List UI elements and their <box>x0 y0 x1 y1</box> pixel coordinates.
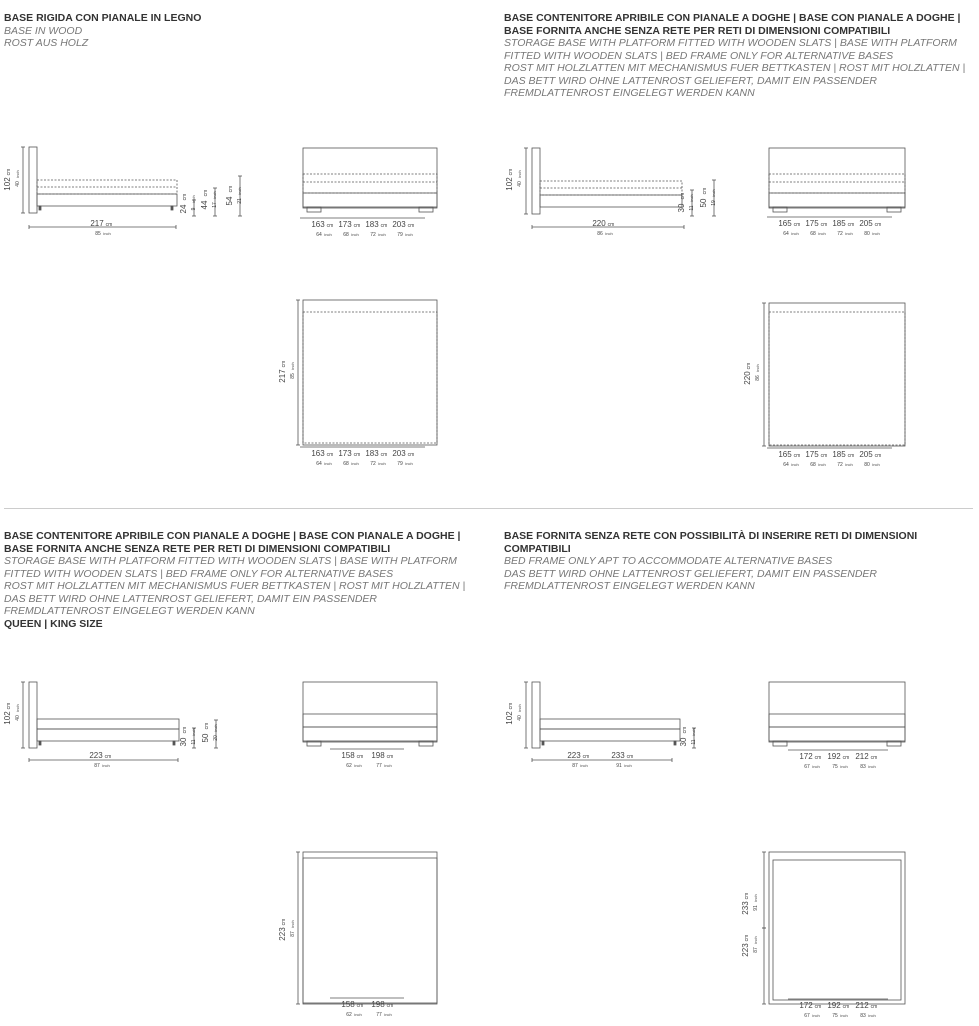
q4-plan-inner <box>773 860 901 1000</box>
q4-front-width-1-inch-unit: inch <box>840 764 848 769</box>
q3-length-cm-value: 223 <box>89 751 103 760</box>
q4-length-1-cm-unit: cm <box>626 754 634 760</box>
q4-side-mattress <box>540 719 680 729</box>
q4-length-1-inch-value: 91 <box>616 763 622 769</box>
q3-plan-length-cm-unit: cm <box>281 918 287 926</box>
q4-front-width-2-cm-value: 212 <box>855 752 869 761</box>
q1-plan-width-3-cm-unit: cm <box>407 452 415 458</box>
q1-length-inch-value: 85 <box>95 231 101 237</box>
q3-plan-width-0-cm-unit: cm <box>356 1003 364 1009</box>
q2-length-inch-value: 86 <box>597 231 603 237</box>
q3-length-inch-value: 87 <box>94 763 100 769</box>
q1-plan-width-0-cm-value: 163 <box>311 449 325 458</box>
q2-side-height-inch-value: 40 <box>517 181 523 187</box>
q3-front-width-0-inch-value: 62 <box>346 763 352 769</box>
q4-side-base <box>540 729 680 741</box>
q4-front-width-2-inch-value: 83 <box>860 764 866 770</box>
q4-length-0-inch-unit: inch <box>580 763 588 768</box>
q1-length-cm-value: 217 <box>90 219 104 228</box>
q2-plan-width-1-inch-unit: inch <box>818 462 826 467</box>
q1-length-cm-unit: cm <box>105 222 113 228</box>
q1-h2-inch-unit: inch <box>237 187 242 195</box>
q2-plan-width-0-inch-unit: inch <box>791 462 799 467</box>
section-desc-line: DAS BETT WIRD OHNE LATTENROST GELIEFERT, DAMIT EIN PASSENDER <box>4 592 378 605</box>
q2-plan-width-1-inch-value: 68 <box>810 462 816 468</box>
q2-h0-inch-value: 11 <box>689 205 695 211</box>
q4-plan-length-1-inch-value: 87 <box>753 947 759 953</box>
q1-front-width-3-cm-unit: cm <box>407 223 415 229</box>
q2-h0-cm-unit: cm <box>680 192 686 200</box>
q4-front-width-0-cm-value: 172 <box>799 752 813 761</box>
section-title-line: BASE FORNITA ANCHE SENZA RETE PER RETI DI DIMENSIONI COMPATIBILI <box>4 542 391 555</box>
q2-plan-width-3-inch-unit: inch <box>872 462 880 467</box>
q3-plan-length-cm-value: 223 <box>278 927 287 941</box>
q1-plan-width-0-inch-unit: inch <box>324 461 332 466</box>
section-desc-line: FREMDLATTENROST EINGELEGT WERDEN KANN <box>504 87 755 99</box>
q1-plan-width-2-cm-unit: cm <box>380 452 388 458</box>
q2-front-width-3-inch-unit: inch <box>872 231 880 236</box>
q3-plan-width-1-inch-unit: inch <box>384 1012 392 1017</box>
q4-length-0-inch-value: 87 <box>572 763 578 769</box>
q4-plan-width-1-inch-unit: inch <box>840 1013 848 1018</box>
q1-side-height-cm-value: 102 <box>3 177 12 191</box>
q1-h1-inch-unit: inch <box>212 191 217 199</box>
q2-front-width-1-inch-value: 68 <box>810 231 816 237</box>
q1-side-height-inch-value: 40 <box>15 181 21 187</box>
q2-front-width-3-inch-value: 80 <box>864 231 870 237</box>
q4-length-0-cm-unit: cm <box>582 754 590 760</box>
section-desc-line: FREMDLATTENROST EINGELEGT WERDEN KANN <box>4 605 255 617</box>
q1-front-width-0-inch-value: 64 <box>316 232 322 238</box>
q1-h0-cm-unit: cm <box>182 193 188 201</box>
q1-plan-width-2-inch-value: 72 <box>370 461 376 467</box>
q3-front-width-0-cm-unit: cm <box>356 754 364 760</box>
q4-front-width-2-cm-unit: cm <box>870 755 878 761</box>
q2-plan-width-2-inch-unit: inch <box>845 462 853 467</box>
q2-plan-width-0-cm-unit: cm <box>793 453 801 459</box>
q2-plan-width-3-cm-unit: cm <box>874 453 882 459</box>
q2-h0-cm-value: 30 <box>677 203 686 213</box>
q3-length-inch-unit: inch <box>102 763 110 768</box>
q4-length-0-cm-value: 223 <box>567 751 581 760</box>
q1-front-mattress-outline <box>303 174 437 193</box>
q2-front-width-2-inch-unit: inch <box>845 231 853 236</box>
q4-h0-cm-value: 30 <box>679 737 688 747</box>
q1-front-width-2-inch-unit: inch <box>378 232 386 237</box>
q4-plan-width-1-inch-value: 75 <box>832 1013 838 1019</box>
section-title: BASE RIGIDA CON PIANALE IN LEGNO <box>4 12 202 24</box>
q1-side-height-cm-unit: cm <box>6 168 12 176</box>
q3-side-headboard <box>29 682 37 748</box>
q4-side-headboard <box>532 682 540 748</box>
q2-plan-width-3-inch-value: 80 <box>864 462 870 468</box>
q2-plan-width-2-cm-unit: cm <box>847 453 855 459</box>
q3-h1-cm-unit: cm <box>204 722 210 730</box>
q2-side-base <box>540 195 682 207</box>
q2-plan-width-0-cm-value: 165 <box>778 450 792 459</box>
q1-side-base <box>37 194 177 206</box>
q4-plan-width-0-cm-value: 172 <box>799 1001 813 1010</box>
q4-plan-width-2-inch-value: 83 <box>860 1013 866 1019</box>
q1-front-width-0-inch-unit: inch <box>324 232 332 237</box>
q4-plan <box>769 852 905 1004</box>
section-desc-line: ROST MIT HOLZLATTEN MIT MECHANISMUS FUER BETTKASTEN | ROST MIT HOLZLATTEN | <box>4 580 466 592</box>
section-title-line: BASE CONTENITORE APRIBILE CON PIANALE A DOGHE | BASE CON PIANALE A DOGHE | <box>4 530 461 542</box>
q1-plan-width-0-cm-unit: cm <box>326 452 334 458</box>
q3-side-height-cm-value: 102 <box>3 711 12 725</box>
q4-front-width-1-inch-value: 75 <box>832 764 838 770</box>
q4-plan-width-1-cm-value: 192 <box>827 1001 841 1010</box>
q4-front-width-0-inch-unit: inch <box>812 764 820 769</box>
q1-h0-cm-value: 24 <box>179 204 188 214</box>
q2-side-height-cm-unit: cm <box>508 168 514 176</box>
q3-front-headboard <box>303 682 437 742</box>
q2-plan-width-2-cm-value: 185 <box>832 450 846 459</box>
q3-h1-inch-value: 20 <box>213 735 219 741</box>
q3-front-mattress <box>303 714 437 727</box>
q2-side-height-cm-value: 102 <box>505 177 514 191</box>
q3-side-height-inch-value: 40 <box>15 715 21 721</box>
q1-plan <box>303 300 437 445</box>
q4-plan-length-1-inch-unit: inch <box>753 936 758 944</box>
section-desc-line: FITTED WITH WOODEN SLATS | BED FRAME ONLY FOR ALTERNATIVE BASES <box>4 567 394 580</box>
q2-front-width-0-inch-unit: inch <box>791 231 799 236</box>
q3-plan-width-0-inch-unit: inch <box>354 1012 362 1017</box>
q1-plan-length-cm-unit: cm <box>281 360 287 368</box>
q1-h2-inch-value: 21 <box>237 198 243 204</box>
section-desc-line: DAS BETT WIRD OHNE LATTENROST GELIEFERT, DAMIT EIN PASSENDER <box>504 567 878 580</box>
q3-side-base <box>37 729 179 741</box>
q1-front-width-3-inch-unit: inch <box>405 232 413 237</box>
q1-front-width-3-cm-value: 203 <box>392 220 406 229</box>
q4-plan-width-2-cm-unit: cm <box>870 1004 878 1010</box>
q4-plan-length-0-inch-unit: inch <box>753 894 758 902</box>
q4-length-1-inch-unit: inch <box>624 763 632 768</box>
q2-plan-width-0-inch-value: 64 <box>783 462 789 468</box>
q1-plan-width-0-inch-value: 64 <box>316 461 322 467</box>
q4-plan-width-1-cm-unit: cm <box>842 1004 850 1010</box>
q1-h1-cm-unit: cm <box>203 189 209 197</box>
q2-front-width-1-inch-unit: inch <box>818 231 826 236</box>
q1-front-width-1-cm-unit: cm <box>353 223 361 229</box>
q4-front-width-1-cm-value: 192 <box>827 752 841 761</box>
q3-plan-width-1-inch-value: 77 <box>376 1012 382 1018</box>
q4-plan-width-2-inch-unit: inch <box>868 1013 876 1018</box>
q3-plan-length-inch-unit: inch <box>290 920 295 928</box>
q4-plan-length-1-cm-value: 223 <box>741 943 750 957</box>
q4-plan-length-0-cm-unit: cm <box>744 892 750 900</box>
q2-front-width-0-inch-value: 64 <box>783 231 789 237</box>
q2-front-width-1-cm-value: 175 <box>805 219 819 228</box>
q3-plan-width-1-cm-value: 198 <box>371 1000 385 1009</box>
q4-h0-inch-unit: inch <box>691 728 696 736</box>
q4-side-leg <box>674 741 676 745</box>
q1-side-leg <box>171 206 173 210</box>
size-label: QUEEN | KING SIZE <box>4 617 103 630</box>
q2-h1-inch-unit: inch <box>711 189 716 197</box>
section-desc-line: BASE IN WOOD <box>4 24 83 37</box>
q2-plan-length-inch-value: 86 <box>755 375 761 381</box>
q4-front-headboard <box>769 682 905 742</box>
q1-h1-inch-value: 17 <box>212 202 218 208</box>
q2-plan-width-1-cm-value: 175 <box>805 450 819 459</box>
q2-plan <box>769 303 905 446</box>
q2-plan-width-2-inch-value: 72 <box>837 462 843 468</box>
q3-plan-mattress <box>303 858 437 1003</box>
q1-plan-length-inch-value: 85 <box>290 373 296 379</box>
q3-front-width-1-cm-value: 198 <box>371 751 385 760</box>
q2-front-width-2-inch-value: 72 <box>837 231 843 237</box>
q1-plan-width-3-inch-value: 79 <box>397 461 403 467</box>
q2-length-cm-unit: cm <box>607 222 615 228</box>
q2-front-width-0-cm-value: 165 <box>778 219 792 228</box>
q4-plan-width-0-inch-unit: inch <box>812 1013 820 1018</box>
section-desc-line: ROST MIT HOLZLATTEN MIT MECHANISMUS FUER BETTKASTEN | ROST MIT HOLZLATTEN | <box>504 62 966 74</box>
q2-plan-length-cm-value: 220 <box>743 371 752 385</box>
q2-h1-inch-value: 19 <box>711 200 717 206</box>
q3-h0-cm-value: 30 <box>179 737 188 747</box>
q1-front-width-1-cm-value: 173 <box>338 220 352 229</box>
q2-h1-cm-unit: cm <box>702 187 708 195</box>
q2-front-base <box>769 193 905 207</box>
q3-front-width-1-cm-unit: cm <box>386 754 394 760</box>
q2-plan-length-inch-unit: inch <box>755 364 760 372</box>
q2-plan-mattress <box>769 312 905 445</box>
q1-plan-width-3-cm-value: 203 <box>392 449 406 458</box>
q2-front-width-0-cm-unit: cm <box>793 222 801 228</box>
q1-plan-width-3-inch-unit: inch <box>405 461 413 466</box>
q1-h0-inch-unit: inch <box>191 195 196 203</box>
q3-h0-inch-unit: inch <box>191 728 196 736</box>
q4-front-width-0-inch-value: 67 <box>804 764 810 770</box>
section-title-line: BASE FORNITA ANCHE SENZA RETE PER RETI DI DIMENSIONI COMPATIBILI <box>504 24 891 37</box>
q3-side-leg <box>173 741 175 745</box>
q3-plan-width-1-cm-unit: cm <box>386 1003 394 1009</box>
q4-side-height-inch-unit: inch <box>517 704 522 712</box>
q2-front-mattress-outline <box>769 174 905 193</box>
q1-plan-length-cm-value: 217 <box>278 369 287 383</box>
q4-side-leg <box>542 741 544 745</box>
q2-front-width-1-cm-unit: cm <box>820 222 828 228</box>
q2-front-width-3-cm-unit: cm <box>874 222 882 228</box>
q2-side-headboard <box>532 148 540 214</box>
q4-h0-cm-unit: cm <box>682 726 688 734</box>
q4-length-1-cm-value: 233 <box>611 751 625 760</box>
q3-side-mattress <box>37 719 179 729</box>
q2-front-width-2-cm-value: 185 <box>832 219 846 228</box>
q1-h0-inch-value: 9 <box>191 207 197 211</box>
q1-plan-width-1-inch-unit: inch <box>351 461 359 466</box>
q2-front-width-3-cm-value: 205 <box>859 219 873 228</box>
q3-front-width-1-inch-value: 77 <box>376 763 382 769</box>
q3-plan-width-0-inch-value: 62 <box>346 1012 352 1018</box>
section-desc-line: STORAGE BASE WITH PLATFORM FITTED WITH WOODEN SLATS | BASE WITH PLATFORM <box>4 555 457 567</box>
q1-front-width-0-cm-value: 163 <box>311 220 325 229</box>
section-desc-line: STORAGE BASE WITH PLATFORM FITTED WITH WOODEN SLATS | BASE WITH PLATFORM <box>504 37 957 49</box>
q3-side-leg <box>39 741 41 745</box>
q3-front-width-0-inch-unit: inch <box>354 763 362 768</box>
q3-h0-cm-unit: cm <box>182 726 188 734</box>
q1-front-width-2-cm-value: 183 <box>365 220 379 229</box>
q3-plan-width-0-cm-value: 158 <box>341 1000 355 1009</box>
q1-side-height-inch-unit: inch <box>15 170 20 178</box>
q3-side-height-inch-unit: inch <box>15 704 20 712</box>
q4-side-height-cm-value: 102 <box>505 711 514 725</box>
section-desc-line: FITTED WITH WOODEN SLATS | BED FRAME ONLY FOR ALTERNATIVE BASES <box>504 49 894 62</box>
q4-plan-length-0-inch-value: 91 <box>753 905 759 911</box>
q1-h2-cm-value: 54 <box>225 196 234 206</box>
q3-front-width-0-cm-value: 158 <box>341 751 355 760</box>
q2-front-width-2-cm-unit: cm <box>847 222 855 228</box>
q1-front-width-2-cm-unit: cm <box>380 223 388 229</box>
q2-h0-inch-unit: inch <box>689 194 694 202</box>
q4-h0-inch-value: 11 <box>691 739 697 745</box>
q3-length-cm-unit: cm <box>104 754 112 760</box>
q1-front-headboard <box>303 148 437 208</box>
q4-front-base <box>769 727 905 741</box>
q2-h1-cm-value: 50 <box>699 198 708 208</box>
q4-plan-width-0-inch-value: 67 <box>804 1013 810 1019</box>
q2-front-headboard <box>769 148 905 208</box>
q3-front-width-1-inch-unit: inch <box>384 763 392 768</box>
section-title-line: COMPATIBILI <box>504 542 571 555</box>
q1-plan-mattress <box>303 312 437 443</box>
section-desc-line: ROST AUS HOLZ <box>4 37 89 49</box>
q1-front-width-1-inch-unit: inch <box>351 232 359 237</box>
q4-plan-width-0-cm-unit: cm <box>814 1004 822 1010</box>
q1-side-headboard <box>29 147 37 213</box>
q1-front-width-2-inch-value: 72 <box>370 232 376 238</box>
q1-plan-width-1-cm-value: 173 <box>338 449 352 458</box>
q1-length-inch-unit: inch <box>103 231 111 236</box>
q1-plan-width-1-inch-value: 68 <box>343 461 349 467</box>
q4-plan-width-2-cm-value: 212 <box>855 1001 869 1010</box>
q3-h1-inch-unit: inch <box>213 724 218 732</box>
q3-h1-cm-value: 50 <box>201 733 210 743</box>
q2-side-height-inch-unit: inch <box>517 170 522 178</box>
q3-h0-inch-value: 11 <box>191 739 197 745</box>
q1-h2-cm-unit: cm <box>228 185 234 193</box>
q1-front-width-1-inch-value: 68 <box>343 232 349 238</box>
q1-plan-width-2-cm-value: 183 <box>365 449 379 458</box>
q3-front-base <box>303 727 437 741</box>
q1-plan-width-2-inch-unit: inch <box>378 461 386 466</box>
section-desc-line: FREMDLATTENROST EINGELEGT WERDEN KANN <box>504 580 755 592</box>
q4-front-width-2-inch-unit: inch <box>868 764 876 769</box>
section-title-line: BASE FORNITA SENZA RETE CON POSSIBILITÀ DI INSERIRE RETI DI DIMENSIONI <box>504 530 918 542</box>
q3-plan <box>303 852 437 1004</box>
q1-plan-length-inch-unit: inch <box>290 362 295 370</box>
q1-plan-width-1-cm-unit: cm <box>353 452 361 458</box>
q2-plan-length-cm-unit: cm <box>746 362 752 370</box>
q2-length-inch-unit: inch <box>605 231 613 236</box>
q4-front-width-0-cm-unit: cm <box>814 755 822 761</box>
section-desc-line: DAS BETT WIRD OHNE LATTENROST GELIEFERT, DAMIT EIN PASSENDER <box>504 74 878 87</box>
q3-plan-length-inch-value: 87 <box>290 931 296 937</box>
q1-h1-cm-value: 44 <box>200 200 209 210</box>
q1-front-base <box>303 193 437 207</box>
q4-front-width-1-cm-unit: cm <box>842 755 850 761</box>
q4-front-mattress <box>769 714 905 727</box>
q3-side-height-cm-unit: cm <box>6 702 12 710</box>
q4-side-height-cm-unit: cm <box>508 702 514 710</box>
q2-plan-width-3-cm-value: 205 <box>859 450 873 459</box>
q1-front-width-3-inch-value: 79 <box>397 232 403 238</box>
q1-side-leg <box>39 206 41 210</box>
q2-plan-width-1-cm-unit: cm <box>820 453 828 459</box>
q4-plan-length-1-cm-unit: cm <box>744 934 750 942</box>
q2-length-cm-value: 220 <box>592 219 606 228</box>
section-desc-line: BED FRAME ONLY APT TO ACCOMMODATE ALTERNATIVE BASES <box>504 555 833 567</box>
q4-side-height-inch-value: 40 <box>517 715 523 721</box>
q4-plan-length-0-cm-value: 233 <box>741 901 750 915</box>
q1-front-width-0-cm-unit: cm <box>326 223 334 229</box>
section-title-line: BASE CONTENITORE APRIBILE CON PIANALE A DOGHE | BASE CON PIANALE A DOGHE | <box>504 12 961 24</box>
